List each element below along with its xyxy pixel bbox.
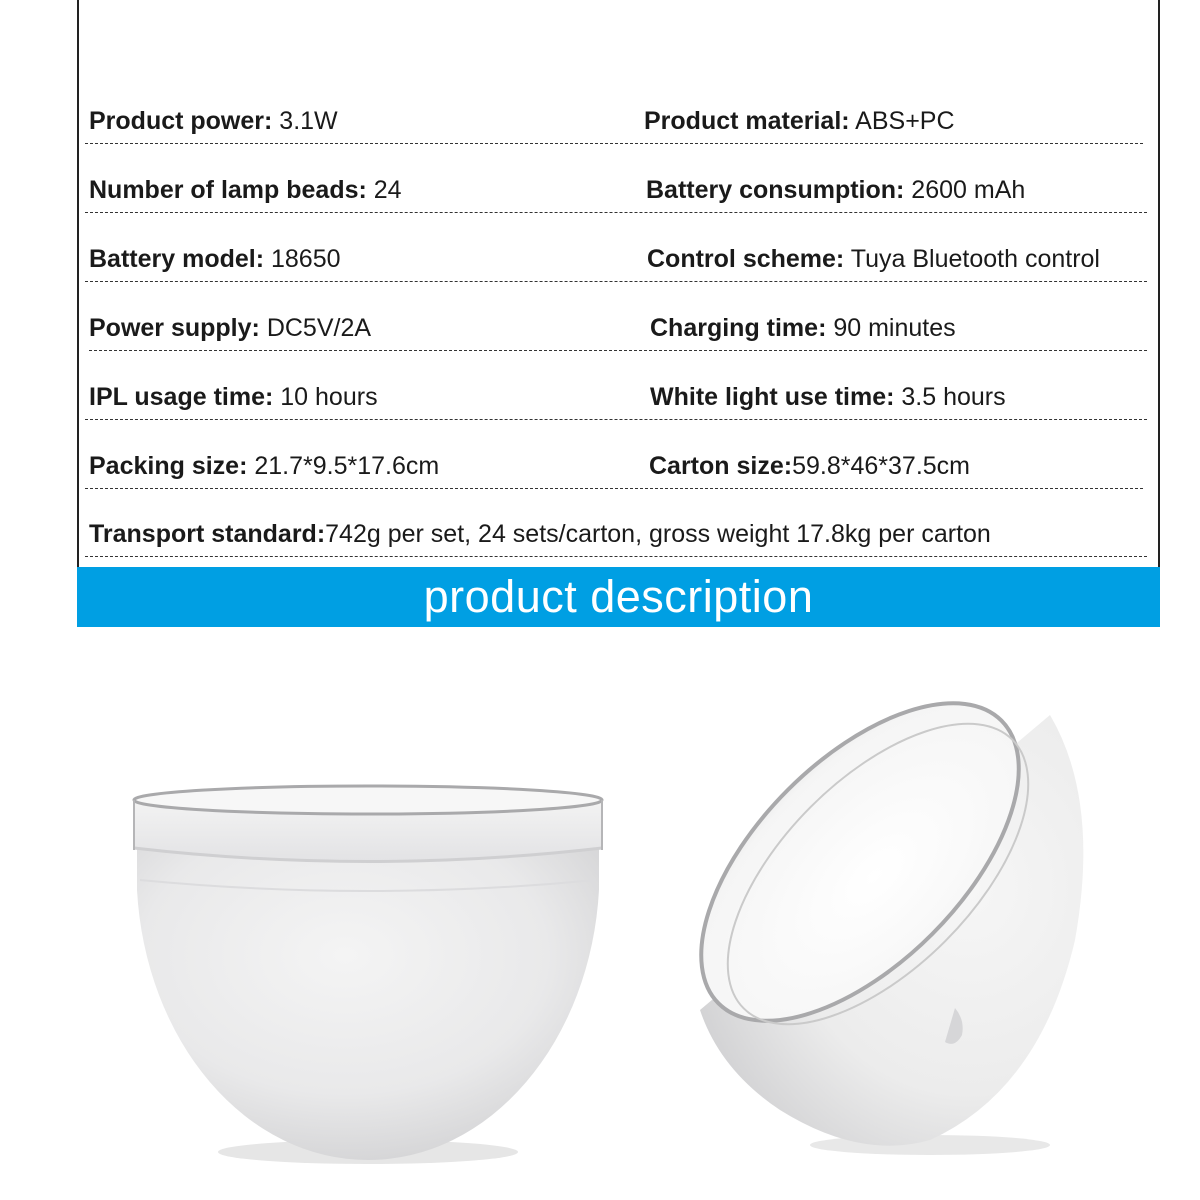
- spec-row: [79, 214, 1158, 282]
- spec-label: Battery consumption:: [646, 176, 905, 204]
- spec-ipl-usage-time: [89, 385, 378, 410]
- spec-label: IPL usage time:: [89, 383, 274, 411]
- spec-label: Packing size:: [89, 452, 248, 480]
- spec-label: Charging time:: [650, 314, 827, 342]
- dashed-divider: [85, 143, 1143, 144]
- spec-power-supply: [89, 316, 371, 341]
- spec-value: 21.7*9.5*17.6cm: [247, 452, 440, 480]
- spec-product-power: [89, 109, 338, 134]
- spec-row: [79, 76, 1158, 144]
- spec-row: [79, 421, 1158, 489]
- spec-row: [79, 352, 1158, 420]
- spec-label: Product material:: [644, 107, 850, 135]
- spec-label: Number of lamp beads:: [89, 176, 367, 204]
- spec-value: 10 hours: [273, 383, 378, 411]
- spec-value: 2600 mAh: [904, 176, 1026, 204]
- dashed-divider: [85, 556, 1147, 557]
- section-title: product description: [423, 571, 814, 622]
- spec-value: 3.5 hours: [894, 383, 1006, 411]
- dashed-divider: [85, 281, 1147, 282]
- dashed-divider: [85, 212, 1147, 213]
- spec-value: 742g per set, 24 sets/carton, gross weight 17.8kg per carton: [325, 520, 991, 548]
- spec-row: [79, 145, 1158, 213]
- spec-value: 90 minutes: [826, 314, 956, 342]
- spec-carton-size: [649, 454, 970, 479]
- spec-label: White light use time:: [650, 383, 895, 411]
- lamp-top-edge: [134, 786, 602, 814]
- spec-product-material: [644, 109, 955, 134]
- spec-label: Power supply:: [89, 314, 260, 342]
- spec-lamp-beads: [89, 178, 402, 203]
- spec-value: Tuya Bluetooth control: [844, 245, 1100, 273]
- spec-battery-consumption: [646, 178, 1025, 203]
- dashed-divider: [85, 419, 1147, 420]
- spec-battery-model: [89, 247, 341, 272]
- spec-value: 3.1W: [272, 107, 338, 135]
- spec-value: 18650: [264, 245, 341, 273]
- product-photo: [0, 640, 1200, 1200]
- spec-table: [77, 0, 1160, 570]
- spec-value: DC5V/2A: [259, 314, 372, 342]
- spec-label: Carton size:: [649, 452, 793, 480]
- section-banner: [77, 567, 1160, 627]
- spec-value: 24: [366, 176, 402, 204]
- spec-row: [79, 489, 1158, 557]
- spec-label: Battery model:: [89, 245, 265, 273]
- dashed-divider: [89, 350, 1147, 351]
- lamp-upright: [134, 786, 602, 1164]
- spec-label: Control scheme:: [647, 245, 845, 273]
- spec-packing-size: [89, 454, 439, 479]
- spec-white-light-use-time: [650, 385, 1006, 410]
- spec-control-scheme: [647, 247, 1100, 272]
- spec-value: ABS+PC: [849, 107, 955, 135]
- spec-row: [79, 283, 1158, 351]
- spec-value: 59.8*46*37.5cm: [792, 452, 970, 480]
- spec-charging-time: [650, 316, 956, 341]
- spec-label: Transport standard:: [89, 520, 326, 548]
- spec-transport-standard: [89, 522, 991, 547]
- lamp-tilted: [646, 648, 1083, 1155]
- lamp-body: [137, 845, 599, 1160]
- spec-label: Product power:: [89, 107, 273, 135]
